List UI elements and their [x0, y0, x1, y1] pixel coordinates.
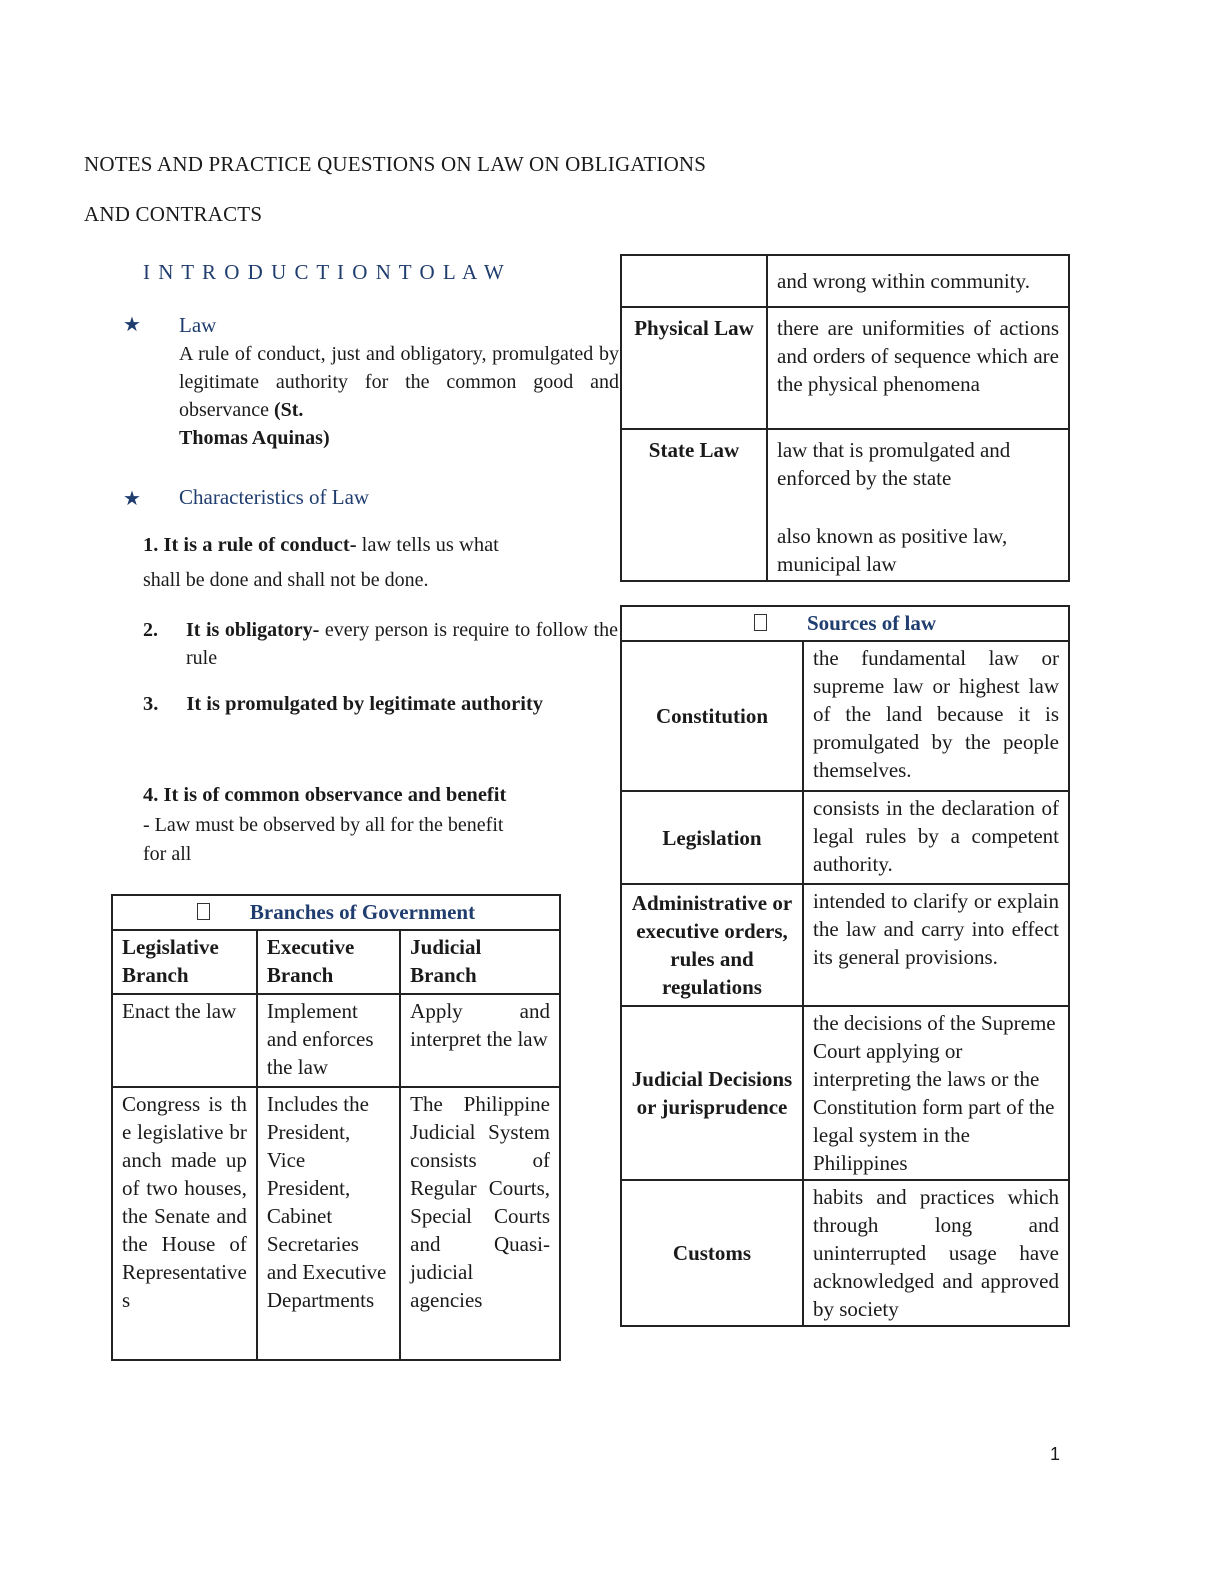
- source-def-judicial: the decisions of the Supreme Court applying or interpreting the laws or the Constitution form part of the legal system in the Philippines: [803, 1006, 1069, 1180]
- law-author-part2: Thomas Aquinas): [179, 427, 330, 449]
- page-number: 1: [1050, 1444, 1061, 1464]
- branch-header-legislative: Legislative Branch: [112, 930, 257, 994]
- document-title-line2: AND CONTRACTS: [84, 202, 263, 226]
- source-def-constitution: the fundamental law or supreme law or highest law of the land because it is promulgated by the people themselves.: [803, 641, 1069, 791]
- source-term-judicial: Judicial Decisions or jurisprudence: [621, 1006, 803, 1180]
- characteristic-4-text1: - Law must be observed by all for the benefit: [143, 814, 504, 836]
- branch-header-judicial: Judicial Branch: [400, 930, 560, 994]
- characteristic-1-label: 1. It is a rule of conduct-: [143, 534, 357, 556]
- state-law-def2: also known as positive law, municipal law: [777, 524, 1008, 576]
- characteristic-3-number: 3.: [143, 693, 159, 715]
- branch-cell: Congress is the legislative branch made up of two houses, the Senate and the House of Representatives: [112, 1087, 257, 1360]
- kinds-of-law-table: [620, 254, 1070, 582]
- document-title-line1: NOTES AND PRACTICE QUESTIONS ON LAW ON OBLIGATIONS: [84, 152, 707, 176]
- branch-header-executive: Executive Branch: [257, 930, 400, 994]
- characteristic-item-4: 4. It is of common observance and benefit: [143, 784, 507, 806]
- source-def-legislation: consists in the declaration of legal rules by a competent authority.: [803, 791, 1069, 884]
- sources-table: [620, 605, 1070, 1327]
- kinds-def-physical-law: there are uniformities of actions and orders of sequence which are the physical phenomena: [767, 307, 1069, 429]
- law-definition-text: A rule of conduct, just and obligatory, promulgated by legitimate authority for the common good and observance: [179, 343, 619, 421]
- star-icon: ★: [123, 314, 141, 336]
- characteristic-item-2: [143, 616, 618, 672]
- kinds-term-physical-law: Physical Law: [621, 307, 767, 429]
- characteristic-2-label: It is obligatory-: [186, 619, 320, 641]
- law-definition: [179, 340, 619, 452]
- characteristic-3-label: It is promulgated by legitimate authority: [186, 693, 544, 715]
- branches-title-cell: [112, 895, 560, 930]
- branch-cell: Implement and enforces the law: [257, 994, 400, 1087]
- kinds-term-state-law: State Law: [621, 429, 767, 581]
- source-term-legislation: Legislation: [621, 791, 803, 884]
- law-author-part1: (St.: [273, 399, 304, 421]
- characteristic-1-text: law tells us what: [356, 534, 499, 556]
- checkbox-icon: [197, 903, 210, 920]
- law-heading: Law: [179, 313, 217, 337]
- star-icon: ★: [123, 488, 141, 510]
- kinds-term-cell: [621, 255, 767, 307]
- branches-table: [111, 894, 561, 1361]
- branch-cell: The Philippine Judicial System consists of Regular Courts, Special Courts and Quasi-judicial agencies: [400, 1087, 560, 1360]
- section-heading: I N T R O D U C T I O N T O L A W: [143, 260, 506, 284]
- characteristic-item-3: [143, 690, 543, 718]
- source-term-customs: Customs: [621, 1180, 803, 1326]
- branch-cell: Apply and interpret the law: [400, 994, 560, 1087]
- characteristics-heading: Characteristics of Law: [179, 485, 370, 509]
- source-term-administrative: Administrative or executive orders, rules and regulations: [621, 884, 803, 1006]
- branch-cell: Enact the law: [112, 994, 257, 1087]
- source-def-customs: habits and practices which through long and uninterrupted usage have acknowledged and approved by society: [803, 1180, 1069, 1326]
- state-law-def1: law that is promulgated and enforced by the state: [777, 438, 1011, 490]
- characteristic-2-text: every person is require to follow the rule: [186, 619, 618, 669]
- branch-cell: Includes the President, Vice President, Cabinet Secretaries and Executive Departments: [257, 1087, 400, 1360]
- characteristic-2-body: [186, 616, 618, 672]
- characteristic-1-continued: shall be done and shall not be done.: [143, 569, 429, 591]
- kinds-def-cell: and wrong within community.: [767, 255, 1069, 307]
- source-term-constitution: Constitution: [621, 641, 803, 791]
- kinds-def-state-law: [767, 429, 1069, 581]
- sources-title: Sources of law: [806, 611, 937, 635]
- branches-title: Branches of Government: [249, 900, 476, 924]
- characteristic-4-text2: for all: [143, 843, 192, 865]
- characteristic-2-number: 2.: [143, 619, 158, 641]
- characteristic-item-1: [143, 531, 499, 559]
- sources-title-cell: [621, 606, 1069, 641]
- checkbox-icon: [754, 614, 767, 631]
- source-def-administrative: intended to clarify or explain the law and carry into effect its general provisions.: [803, 884, 1069, 1006]
